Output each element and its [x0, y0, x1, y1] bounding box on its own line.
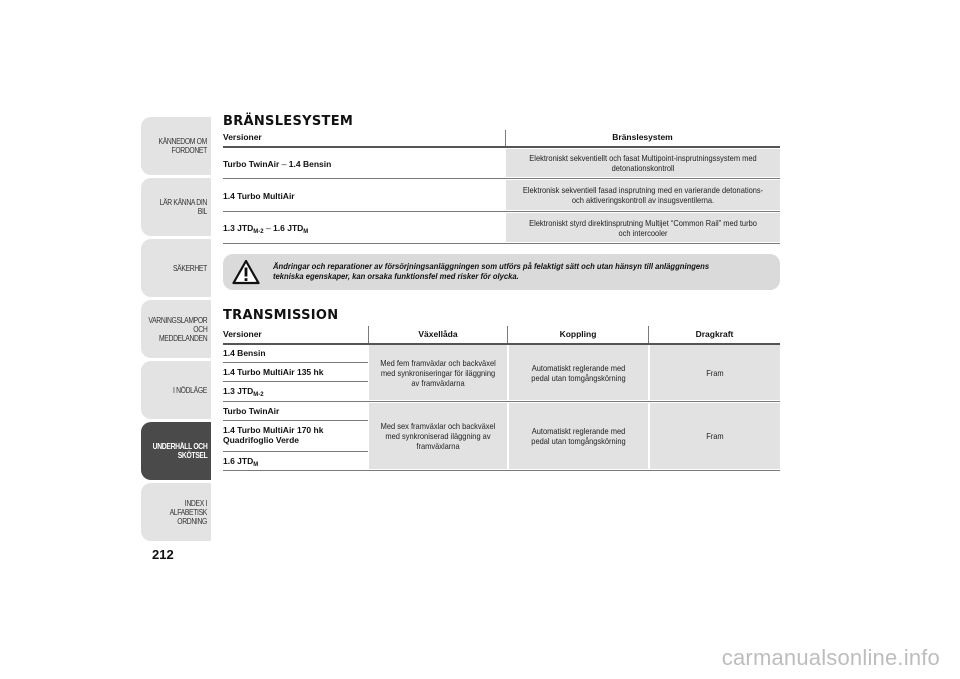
transmission-version: 1.4 Turbo MultiAir 135 hk: [223, 367, 324, 377]
transmission-version: [223, 456, 258, 470]
gearbox-cell: [369, 345, 507, 400]
tab-sakerhet[interactable]: [141, 239, 211, 297]
divider: [507, 326, 508, 343]
fuel-system-title: BRÄNSLESYSTEM: [223, 114, 354, 129]
fuel-row-value: [506, 149, 780, 177]
drive-text: Fram: [706, 367, 724, 378]
header-gearbox: Växellåda: [418, 329, 458, 339]
tab-label: UNDERHÅLL OCH SKÖTSEL: [152, 442, 207, 460]
fuel-row-version: [223, 159, 331, 169]
divider: [223, 381, 368, 382]
fuel-row-version: 1.4 Turbo MultiAir: [223, 191, 295, 201]
separator: –: [263, 223, 274, 233]
version-text: 1.3 JTD: [223, 223, 254, 233]
version-text: 1.3 JTD: [223, 386, 254, 396]
divider: [223, 420, 368, 421]
warning-box: [223, 254, 780, 290]
tab-i-nodlage[interactable]: [141, 361, 211, 419]
divider: [223, 243, 780, 244]
transmission-version: [223, 386, 264, 400]
divider: [648, 326, 649, 343]
version-subscript: M-2: [253, 229, 264, 235]
drive-cell: [650, 345, 780, 400]
clutch-text: Automatiskt reglerande med pedal utan tomgångskörning: [531, 426, 626, 446]
separator: –: [279, 159, 289, 169]
divider: [505, 130, 506, 146]
divider: [368, 326, 369, 343]
clutch-text: Automatiskt reglerande med pedal utan tomgångskörning: [531, 362, 626, 383]
divider: [223, 470, 780, 471]
drive-text: Fram: [706, 431, 724, 441]
transmission-version: 1.4 Bensin: [223, 348, 266, 358]
tab-label: I NÖDLÄGE: [173, 385, 207, 395]
header-versions: Versioner: [223, 132, 262, 142]
warning-triangle-icon: [232, 259, 260, 285]
divider: [223, 401, 780, 402]
fuel-row-value: [506, 213, 780, 242]
version-text: 1.4 Bensin: [288, 159, 332, 169]
fuel-system-text: Elektroniskt styrd direktinsprutning Multijet “Common Rail” med turbo och intercooler: [529, 217, 757, 238]
gearbox-cell: [369, 403, 507, 469]
tab-label: KÄNNEDOM OM FORDONET: [158, 137, 207, 155]
divider: [223, 146, 780, 148]
tab-lar-kanna-din-bil[interactable]: [141, 178, 211, 236]
version-subscript: M: [303, 229, 309, 235]
transmission-title: TRANSMISSION: [223, 308, 339, 323]
header-clutch: Koppling: [559, 329, 597, 339]
fuel-system-table: [223, 130, 780, 244]
header-fuel-system: Bränslesystem: [612, 132, 673, 142]
version-subscript: M-2: [253, 392, 264, 398]
transmission-version: 1.4 Turbo MultiAir 170 hk Quadrifoglio Verde: [223, 425, 324, 445]
version-text: 1.6 JTD: [273, 223, 304, 233]
version-subscript: M: [253, 462, 259, 468]
fuel-row-version: [223, 223, 308, 237]
transmission-table: [223, 326, 780, 471]
divider: [223, 362, 368, 363]
watermark: carmanualsonline.info: [721, 645, 940, 670]
divider: [223, 211, 780, 212]
page-number: 212: [152, 547, 174, 562]
tab-label: LÄR KÄNNA DIN BIL: [159, 198, 207, 216]
transmission-version: Turbo TwinAir: [223, 406, 280, 416]
tab-varningslampor[interactable]: [141, 300, 211, 358]
tab-label: VARNINGSLAMPOR OCH MEDDELANDEN: [148, 315, 207, 343]
clutch-cell: [509, 403, 648, 469]
gearbox-text: Med fem framväxlar och backväxel med synkroniseringar för iläggning av framväxlarna: [380, 357, 496, 388]
tab-kannedom-om-fordonet[interactable]: [141, 117, 211, 175]
gearbox-text: Med sex framväxlar och backväxel med synkroniserad iläggning av framväxlarna: [380, 421, 496, 451]
tab-label: SÄKERHET: [173, 263, 207, 273]
version-text: 1.6 JTD: [223, 456, 254, 466]
version-text: Turbo TwinAir: [223, 159, 280, 169]
tab-label: INDEX I ALFABETISK ORDNING: [169, 498, 207, 526]
warning-text: Ändringar och reparationer av försörjningsanläggningen som utförs på felaktigt sätt och utan hänsyn till anläggningens tekniska egenskaper, kan orsaka funktionsfel med risker för olycka.: [273, 261, 710, 281]
drive-cell: [650, 403, 780, 469]
header-versions: Versioner: [223, 329, 262, 339]
fuel-row-value: [506, 180, 780, 210]
tab-underhall-och-skotsel[interactable]: [141, 422, 211, 480]
header-drive: Dragkraft: [695, 329, 734, 339]
fuel-system-text: Elektroniskt sekventiellt och fasat Multipoint-insprutningssystem med detonationskontroll: [529, 153, 757, 173]
divider: [223, 178, 780, 179]
fuel-system-text: Elektronisk sekventiell fasad insprutning med en varierande detonations- och aktiveringskontroll av insugsventilerna.: [522, 185, 764, 205]
clutch-cell: [509, 345, 648, 400]
divider: [223, 451, 368, 452]
tab-index[interactable]: [141, 483, 211, 541]
